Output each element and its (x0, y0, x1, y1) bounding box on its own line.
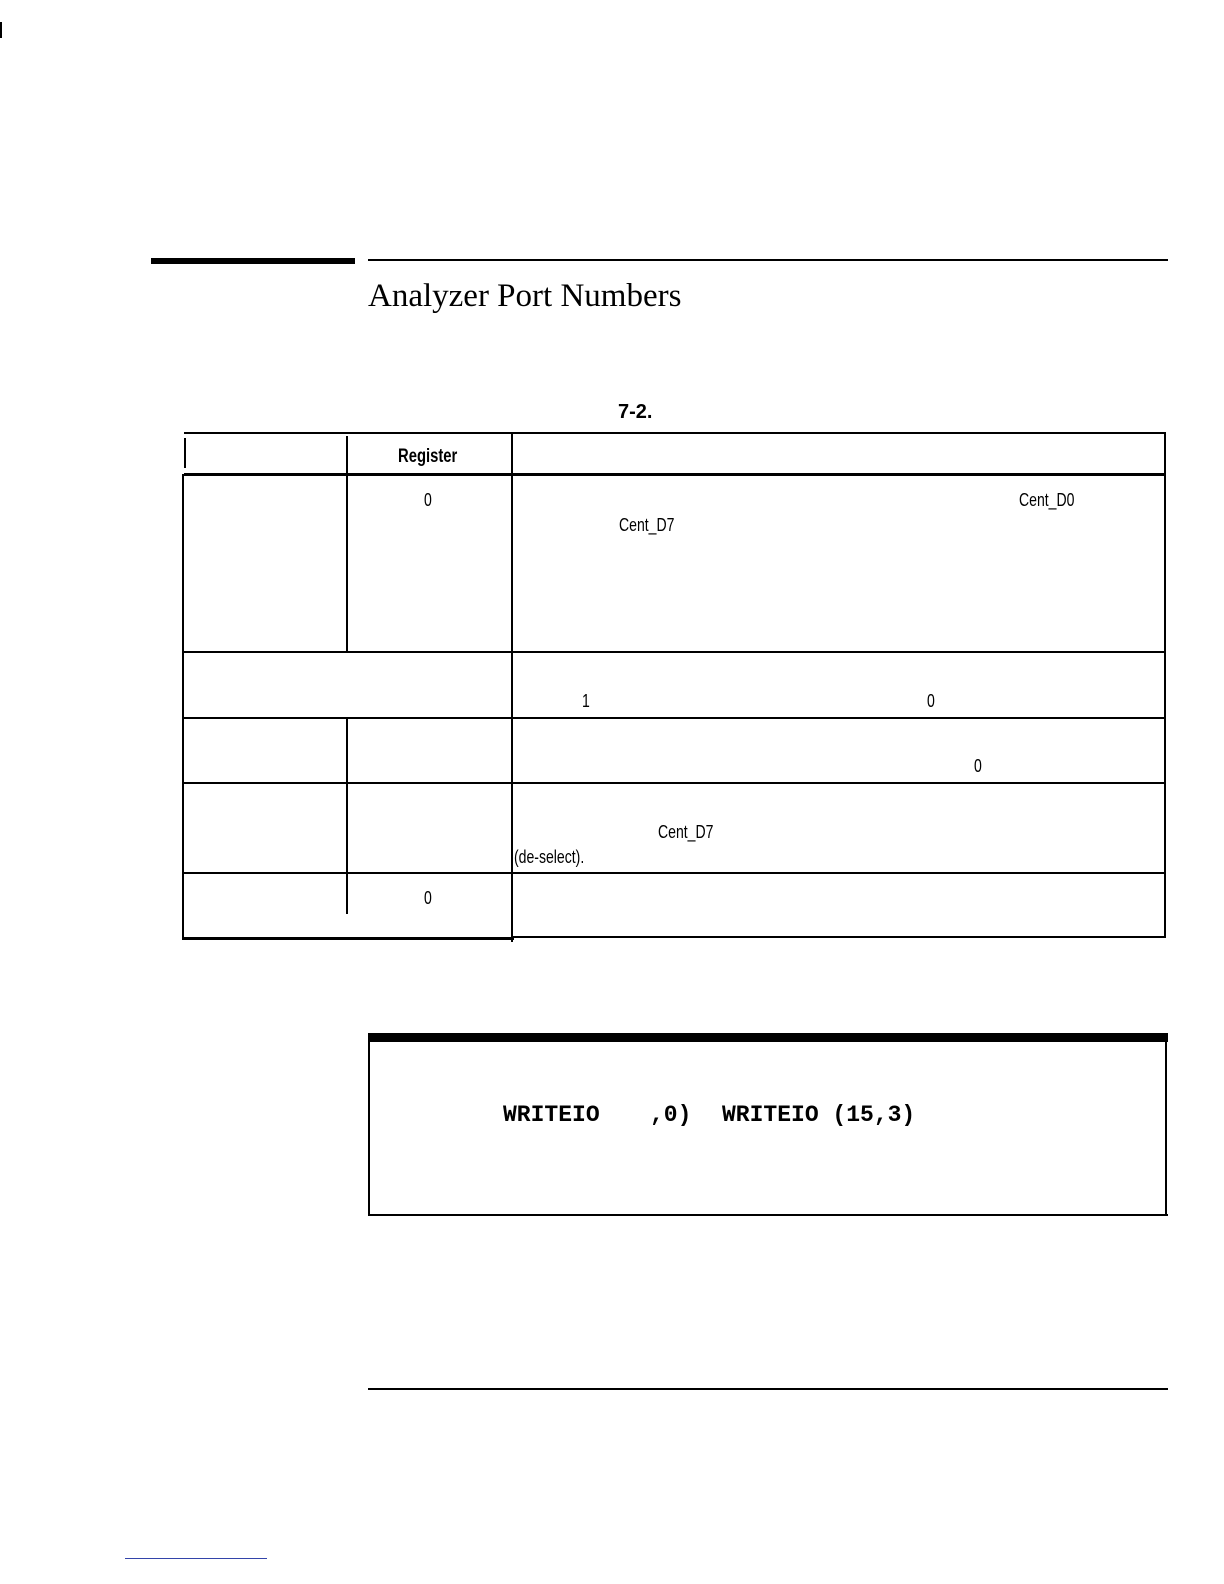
note-box-right-border (1165, 1040, 1167, 1216)
footer-rule (368, 1388, 1168, 1390)
table-left-border-header (184, 438, 186, 468)
row2-desc-value-a: 1 (582, 691, 590, 711)
note-code-writeio-call: WRITEIO (15,3) (722, 1102, 916, 1128)
table-col-divider (346, 436, 348, 652)
row3-desc-value: 0 (974, 756, 982, 776)
table-left-border (182, 474, 184, 939)
footer-short-rule (125, 1558, 267, 1559)
note-box-top-bar (368, 1033, 1168, 1042)
table-bottom-border-right (512, 936, 1166, 938)
row4-desc-signal: Cent_D7 (658, 822, 714, 842)
table-col-divider (346, 784, 348, 873)
table-row-divider (184, 872, 1166, 874)
table-col-divider (346, 719, 348, 783)
note-code-writeio: WRITEIO (503, 1102, 600, 1128)
table-header-bottom-border (184, 473, 1166, 476)
row5-register: 0 (424, 888, 432, 908)
table-caption: 7-2. (618, 401, 653, 423)
page-title: Analyzer Port Numbers (368, 278, 682, 314)
table-row-divider (184, 782, 1166, 784)
row1-desc-signal-a: Cent_D0 (1019, 490, 1075, 510)
row4-desc-deselect: (de-select). (514, 847, 585, 867)
table-top-border (184, 432, 1166, 434)
row1-desc-signal-b: Cent_D7 (619, 515, 675, 535)
table-row-divider (184, 651, 1166, 653)
margin-mark (0, 22, 2, 38)
section-thick-rule (151, 258, 355, 264)
note-box-bottom-border (368, 1214, 1168, 1216)
table-col-divider (346, 874, 348, 914)
note-box-left-border (368, 1040, 370, 1216)
row2-desc-value-b: 0 (927, 691, 935, 711)
note-code-arg: ,0) (650, 1102, 692, 1128)
table-bottom-border-left (182, 937, 514, 940)
table-col-divider (511, 434, 513, 942)
row1-register: 0 (424, 490, 432, 510)
table-row-divider (184, 717, 1166, 719)
table-right-border (1164, 432, 1166, 938)
header-register: Register (398, 446, 458, 467)
section-thin-rule (368, 259, 1168, 261)
